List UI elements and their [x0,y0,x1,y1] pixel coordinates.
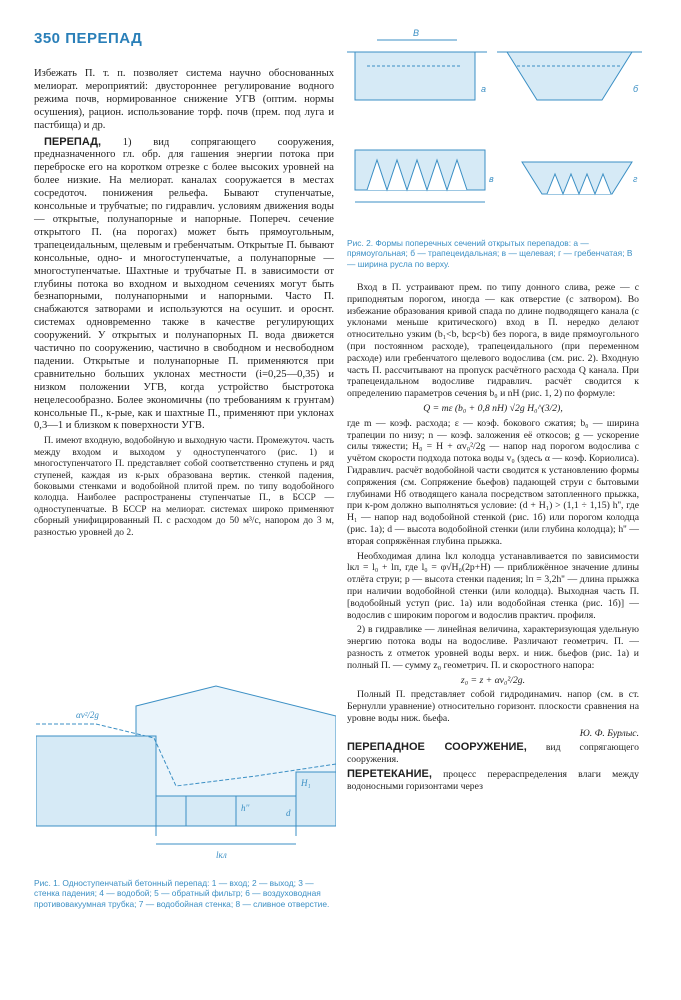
fig1-label-ht: h'' [241,803,250,813]
left-column [34,68,334,542]
fig1-label-d: d [286,808,291,818]
right-paragraph-3: Необходимая длина lкл колодца устанавливается по зависимости lкл = l₀ + lп, где l₀ = φ√H₀(2p+H) — приближённое значение длины отлёта струи; p — высота стенки падения; lп = 3,2h'' — длина прыжка при наличии водобойной стенки (или колодца). Выходная часть П. [водобойный уступ (рис. 1а) или водобойная стенка (рис. 1б)] — водослив с широким порогом и водослив практич. профиля. [347,550,639,621]
entry-term: ПЕРЕПАД, [44,135,102,148]
perepad-entry [34,136,334,434]
figure-2-caption: Рис. 2. Формы поперечных сечений открытых перепадов: а — прямоугольная; б — трапецеидальная; в — щелевая; г — гребенчатая; B — ширина русла по верху. [347,238,633,269]
right-paragraph-5: Полный П. представляет собой гидродинамич. напор (см. в ст. Бернулли уравнение) относительно горизонт. плоскости сравнения на уровне воды ниж. бьефа. [347,689,639,724]
formula-q: Q = mε (b₀ + 0,8 nH) √2g H₀^(3/2), [423,402,563,414]
fig2-label-b: б [633,84,639,94]
entry-term-3: ПЕРЕТЕКАНИЕ, [347,768,432,781]
figure-1-caption: Рис. 1. Одноступенчатый бетонный перепад: 1 — вход; 2 — выход; 3 — стенка падения; 4 — водобой; 5 — обратный фильтр; 6 — воздуховодная противовакуумная трубка; 7 — водобойная стенка; 8 — сливное отверстие. [34,878,330,909]
entry-text-1: 1) вид сопрягающего сооружения, предназначенного гл. обр. для гашения энергии потока при переброске его на коротком отрезке с более высоких уровней на более низкие. На мелиорат. каналах сооружается в местах сосредоточ. понижения рельефа. Бывают ступенчатые, консольные и трубчатые; по гидравлич. условиям движения воды — открытые, полунапорные и напорные. Попереч. сечение открытого П. (на порогах) может быть прямоугольным, трапецеидальным, щелевым и гребенчатым. Открытые П. бывают консольные, одно- и многоступенчатые, а полунапорные — многоступенчатые. Шахтные и трубчатые П. в зависимости от глубины потока во входном и выходном сечениях могут быть безнапорными, полунапорными и напорными. Часто П. снабжаются затворами и используются на осушит. и ороснт. системах одновременно также в качестве регулирующих сооружений. У открытых и полунапорных П. вода движется частично по сооружению, частично в свободном и несвободном падении. Открытые и полунапорные П. применяются при сравнительно больших уклонах местности (i=0,25—0,35) и низком положении УГВ, когда устройство быстротока нецелесообразно. Более экономичны (по требованиям к грунтам) консольные П., к-рые, как и шахтные П., применяют при уклонах 0,3—1 и близком к поверхности УГВ. [34,136,334,432]
entry-text-perepadnoe: вид сопрягающего сооружения. [347,742,639,766]
author-signature: Ю. Ф. Бурлыс. [579,727,639,739]
entry-perepadnoe [347,742,639,766]
fig1-label-h1: H₁ [301,778,311,788]
entry-peretekanie [347,769,639,793]
figure-2-cross-sections [347,22,642,232]
right-column [347,282,639,796]
intro-paragraph: Избежать П. т. п. позволяет система научно обоснованных мелиорат. мероприятий: двустороннее регулирование водного режима почв, нормированное снижение УГВ (оптим. нормы осушения), рацион. использование торф. почв (прем. под луга и пастбища) и др. [34,68,334,131]
formula-z0: z₀ = z + αv₀²/2g. [460,674,526,686]
fig1-label-v: αv²/2g [76,710,99,720]
right-paragraph-2: где m — коэф. расхода; ε — коэф. бокового сжатия; b₀ — ширина трапеции по низу; n — коэф. заложения её откосов; g — ускорение силы тяжести; H₀ = H + αv₀²/2g — напор над порогом водослива с учётом скорости подхода потока воды v₀ (здесь α — коэф. Кориолиса). Гидравлич. расчёт водобойной части сводится к установлению формы сопряжения (см. Сопряжение бьефов) падающей струи с бытовыми глубинами Hб отводящего канала посредством затопленного прыжка, при к-ром должно выполняться условие: (d + H₁) > (1,1 ÷ 1,15) h'', где H₁ — напор над водобойной стенкой (рис. 1б) или порогом колодца (рис. 1а); d — высота водобойной стенки (или глубина колодца); h'' — вторая сопряжённая глубина прыжка. [347,417,639,547]
entry-text-peretekanie: процесс перераспределения влаги между водоносными горизонтами через [347,769,640,792]
fig2-label-B: B [413,28,420,38]
page-header: 350 ПЕРЕПАД [34,30,143,47]
fig2-label-d: г [633,174,638,184]
fig1-label-l: lкл [216,850,227,860]
right-paragraph-1: Вход в П. устраивают прем. по типу донного слива, реже — с приподнятым порогом, иногда — как отверстие (с затвором). Во избежание образования кривой спада по длине подводящего канала (с уклонами меньше критического) вход в П. нередко делают относительно узким (b₁<b, bср<b) без порога, в виде прямоугольного (при постоянном расходе), трапецеидального (при переменном расходе) или гребенчатого щелевого водослива (см. рис. 2). Входную часть П. рассчитывают на пропуск расчётного расхода Q канала. При трапецеидальном водосливе гидравлич. расчёт сводится к определению параметров сечения b₀ и nH (рис. 1, 2) по формуле: [347,282,639,400]
fig2-label-a: а [481,84,487,94]
entry-term-2: ПЕРЕПАДНОЕ СООРУЖЕНИЕ, [347,741,527,754]
right-paragraph-4: 2) в гидравлике — линейная величина, характеризующая удельную энергию потока воды на водосливе. Различают геометрич. П. — разность z отметок уровней воды верх. и ниж. бьефов (рис. 1а) и полный П. — сумму z₀ геометрич. П. и скоростного напора: [347,624,639,671]
fig2-label-c: в [489,174,494,184]
figure-1-drop-structure [36,676,336,872]
entry-text-2: П. имеют входную, водобойную и выходную части. Промежуточ. часть между входом и выходом у одноступенчатого (рис. 1) и многоступенчатого П. представляет собой соответственно ступень и ряд ступеней, каждая из к-рых образована вертик. стенкой падения, боковыми стенками и водобойной плитой прем. по типу водобойного колодца. Наиболее распространены ступенчатые П., в БССР — одноступенчатые. В БССР на мелиорат. системах широко применяют сборный унифицированный П. с расходом до 50 м³/с, напором до 3 м, разностью уровней до 2. [34,436,334,538]
